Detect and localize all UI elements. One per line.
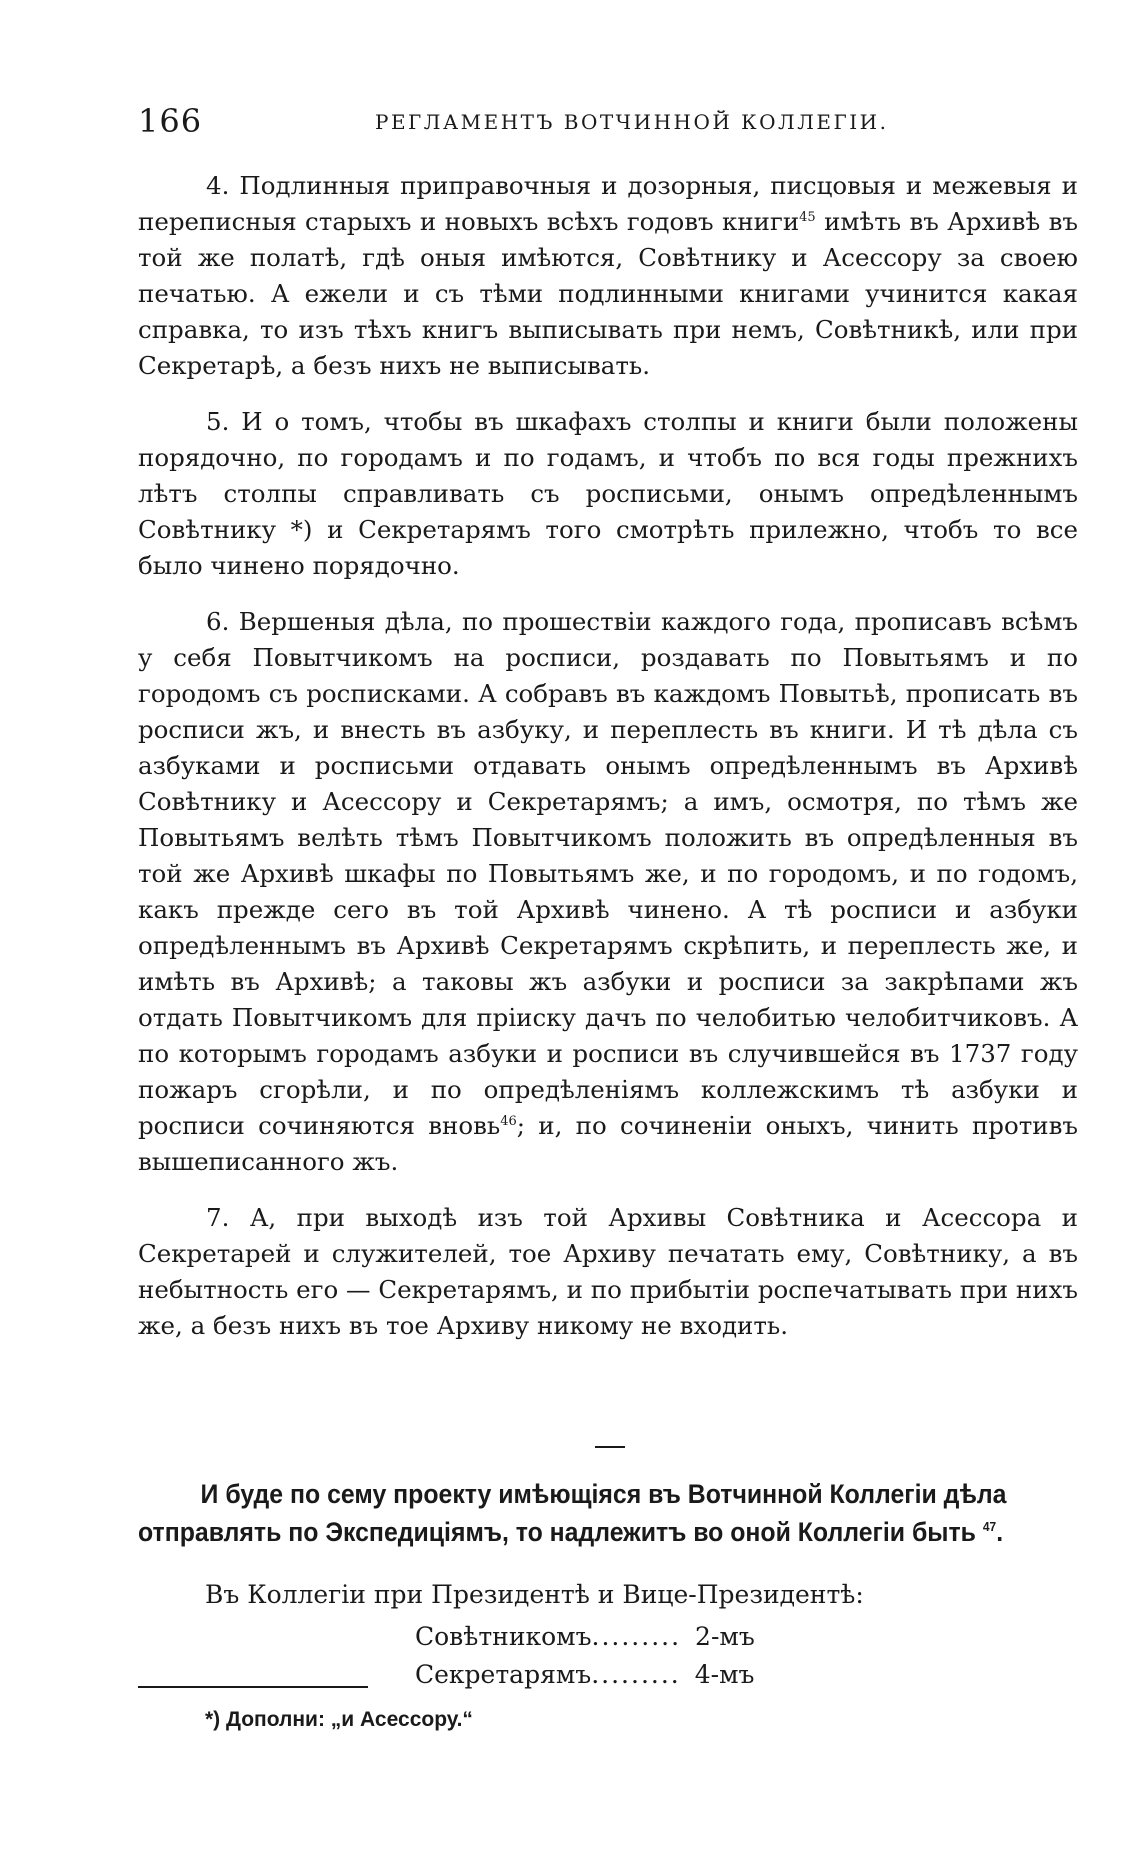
footnote-ref: 46 bbox=[500, 1113, 517, 1129]
heading-line-1: И буде по сему проекту имѣющіяся въ Вотчинной Коллегіи дѣла bbox=[200, 1479, 1007, 1509]
staff-label: Совѣтникомъ bbox=[415, 1622, 592, 1651]
body-text bbox=[138, 168, 1078, 1364]
staff-intro: Въ Коллегіи при Президентѣ и Вице-Президентѣ: bbox=[205, 1580, 864, 1609]
paragraph-text: 4. Подлинныя приправочныя и дозорныя, писцовыя и межевыя и переписныя старыхъ и новыхъ всѣхъ годовъ книги bbox=[138, 171, 1078, 236]
section-separator bbox=[595, 1446, 625, 1448]
heading-line-2 bbox=[138, 1513, 1021, 1551]
footnote: *) Дополни: „и Асессору.“ bbox=[205, 1708, 473, 1731]
paragraph-5 bbox=[138, 404, 1078, 584]
paragraph-4 bbox=[138, 168, 1078, 384]
staff-value: 2-мъ bbox=[695, 1622, 755, 1651]
staff-value: 4-мъ bbox=[694, 1660, 755, 1689]
paragraph-text: имѣть въ Архивѣ въ той же полатѣ, гдѣ оныя имѣются, Совѣтнику и Асессору за своею печатью. А ежели и съ тѣми подлинными книгами учинится какая справка, то изъ тѣхъ книгъ выписывать при немъ, Совѣтникѣ, или при Секретарѣ, а безъ нихъ не выписывать. bbox=[138, 207, 1078, 380]
running-title: РЕГЛАМЕНТЪ ВОТЧИННОЙ КОЛЛЕГІИ. bbox=[375, 110, 889, 134]
paragraph-text: 5. И о томъ, чтобы въ шкафахъ столпы и книги были положены порядочно, по городамъ и по годамъ, и чтобъ по вся годы прежнихъ лѣтъ столпы справливать съ росписьми, онымъ опредѣленнымъ Совѣтнику *) и Секретарямъ того смотрѣть прилежно, чтобъ то все было чинено порядочно. bbox=[138, 407, 1078, 580]
page-number: 166 bbox=[138, 102, 203, 140]
staff-row bbox=[415, 1660, 754, 1689]
page-header bbox=[138, 102, 1008, 142]
paragraph-6 bbox=[138, 604, 1078, 1180]
staff-row bbox=[415, 1622, 755, 1651]
staff-dots: ......... bbox=[591, 1622, 682, 1651]
paragraph-text: ; и, по сочиненіи оныхъ, чинить противъ вышеписанного жъ. bbox=[138, 1111, 1078, 1176]
footnote-ref: 47 bbox=[982, 1519, 997, 1534]
footnote-ref: 45 bbox=[799, 209, 816, 225]
paragraph-7 bbox=[138, 1200, 1078, 1344]
section-heading bbox=[138, 1475, 1021, 1551]
footnote-rule bbox=[138, 1686, 368, 1688]
staff-label: Секретарямъ bbox=[415, 1660, 592, 1689]
paragraph-text: 6. Вершеныя дѣла, по прошествіи каждого года, прописавъ всѣмъ у себя Повытчикомъ на росписи, роздавать по Повытьямъ и по городомъ съ росписками. А собравъ въ каждомъ Повытьѣ, прописать въ росписи жъ, и внесть въ азбуку, и переплесть въ книги. И тѣ дѣла съ азбуками и росписьми отдавать онымъ опредѣленнымъ въ Архивѣ Совѣтнику и Асессору и Секретарямъ; а имъ, осмотря, по тѣмъ же Повытьямъ велѣть тѣмъ Повытчикомъ положить въ опредѣленныя въ той же Архивѣ шкафы по Повытьямъ же, и по городомъ, и по годомъ, какъ прежде сего въ той Архивѣ чинено. А тѣ росписи и азбуки опредѣленнымъ въ Архивѣ Секретарямъ скрѣпить, и переплесть же, и имѣть въ Архивѣ; а таковы жъ азбуки и росписи за закрѣпами жъ отдать Повытчикомъ для пріиску дачъ по челобитью челобитчиковъ. А по которымъ городамъ азбуки и росписи въ случившейся въ 1737 году пожаръ сгорѣли, и по опредѣленіямъ коллежскимъ тѣ азбуки и росписи сочиняются вновь bbox=[138, 607, 1078, 1140]
paragraph-text: 7. А, при выходѣ изъ той Архивы Совѣтника и Асессора и Секретарей и служителей, тое Архиву печатать ему, Совѣтнику, а въ небытность его — Секретарямъ, и по прибытіи роспечатывать при нихъ же, а безъ нихъ въ тое Архиву никому не входить. bbox=[138, 1203, 1078, 1340]
heading-line-2-text: отправлять по Экспедиціямъ, то надлежитъ во оной Коллегіи быть bbox=[138, 1517, 976, 1547]
staff-dots: ......... bbox=[591, 1660, 681, 1689]
heading-tail: . bbox=[996, 1517, 1004, 1547]
